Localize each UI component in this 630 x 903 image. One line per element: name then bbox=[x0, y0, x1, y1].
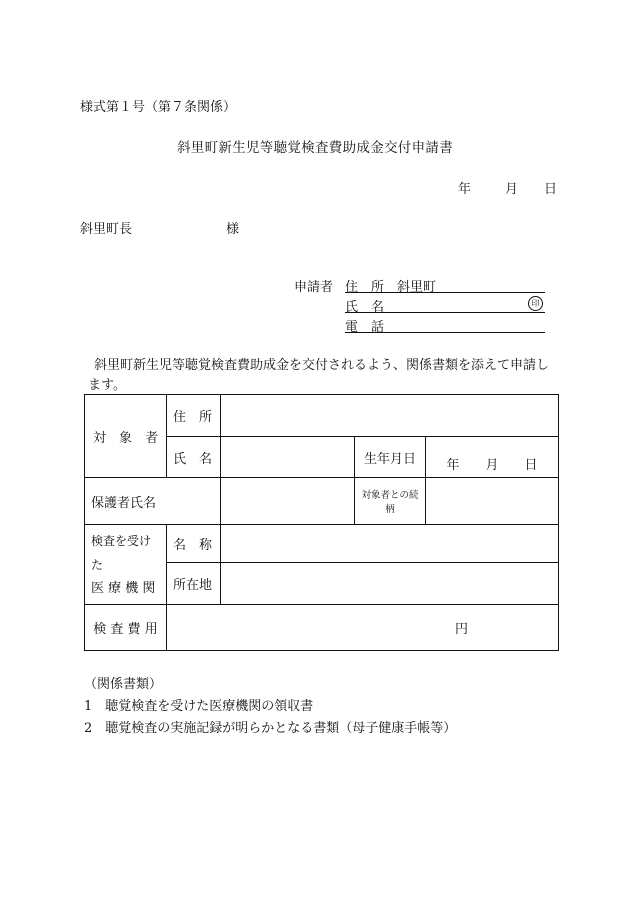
application-date bbox=[458, 178, 557, 197]
document-item: 2 聴覚検査の実施記録が明らかとなる書類（母子健康手帳等） bbox=[84, 721, 457, 736]
birthdate-label: 生年月日 bbox=[355, 437, 426, 478]
applicant-address-value[interactable]: 斜里町 bbox=[397, 280, 437, 295]
institution-location-field[interactable] bbox=[221, 563, 559, 605]
guardian-name-field[interactable] bbox=[221, 478, 355, 525]
intro-statement: 斜里町新生児等聴覚検査費助成金を交付されるよう、関係書類を添えて申請します。 bbox=[88, 358, 550, 393]
birthdate-field[interactable]: 年 月 日 bbox=[426, 437, 559, 478]
subject-name-field[interactable] bbox=[221, 437, 355, 478]
institution-label bbox=[85, 525, 167, 605]
applicant-address-line bbox=[345, 276, 545, 293]
relation-label: 対象者との続柄 bbox=[355, 478, 426, 525]
subject-address-field[interactable] bbox=[221, 395, 559, 437]
date-day: 日 bbox=[544, 182, 558, 197]
institution-name-label: 名 称 bbox=[167, 525, 221, 563]
document-item: 1 聴覚検査を受けた医療機関の領収書 bbox=[84, 699, 314, 714]
subject-label: 対 象 者 bbox=[85, 395, 167, 478]
table-row bbox=[85, 605, 559, 651]
applicant-name-line[interactable] bbox=[345, 296, 545, 313]
guardian-label: 保護者氏名 bbox=[85, 478, 221, 525]
relation-field[interactable] bbox=[426, 478, 559, 525]
document-title: 斜里町新生児等聴覚検査費助成金交付申請書 bbox=[177, 140, 453, 156]
table-row bbox=[85, 478, 559, 525]
subject-name-label: 氏 名 bbox=[167, 437, 221, 478]
institution-label-line1: 検査を受けた bbox=[91, 533, 152, 572]
applicant-address-label: 住 所 bbox=[345, 280, 385, 295]
cost-label: 検 査 費 用 bbox=[85, 605, 167, 651]
applicant-phone-label: 電 話 bbox=[345, 320, 385, 335]
table-row bbox=[85, 395, 559, 437]
addressee-honorific: 様 bbox=[226, 222, 240, 237]
institution-name-field[interactable] bbox=[221, 525, 559, 563]
date-year: 年 bbox=[458, 182, 472, 197]
addressee-name: 斜里町長 bbox=[80, 222, 133, 237]
institution-label-line2: 医 療 機 関 bbox=[91, 580, 156, 596]
form-number: 様式第１号（第７条関係） bbox=[80, 100, 237, 115]
applicant-phone-line[interactable] bbox=[345, 316, 545, 333]
documents-heading: （関係書類） bbox=[84, 677, 163, 692]
application-table bbox=[84, 394, 559, 651]
related-documents bbox=[84, 674, 456, 740]
seal-mark-icon: 印 bbox=[528, 296, 543, 311]
table-row bbox=[85, 525, 559, 563]
applicant-name-label: 氏 名 bbox=[345, 300, 385, 315]
subject-address-label: 住 所 bbox=[167, 395, 221, 437]
cost-field[interactable]: 円 bbox=[167, 605, 559, 651]
date-month: 月 bbox=[505, 182, 519, 197]
applicant-label: 申請者 bbox=[294, 280, 334, 295]
institution-location-label: 所在地 bbox=[167, 563, 221, 605]
